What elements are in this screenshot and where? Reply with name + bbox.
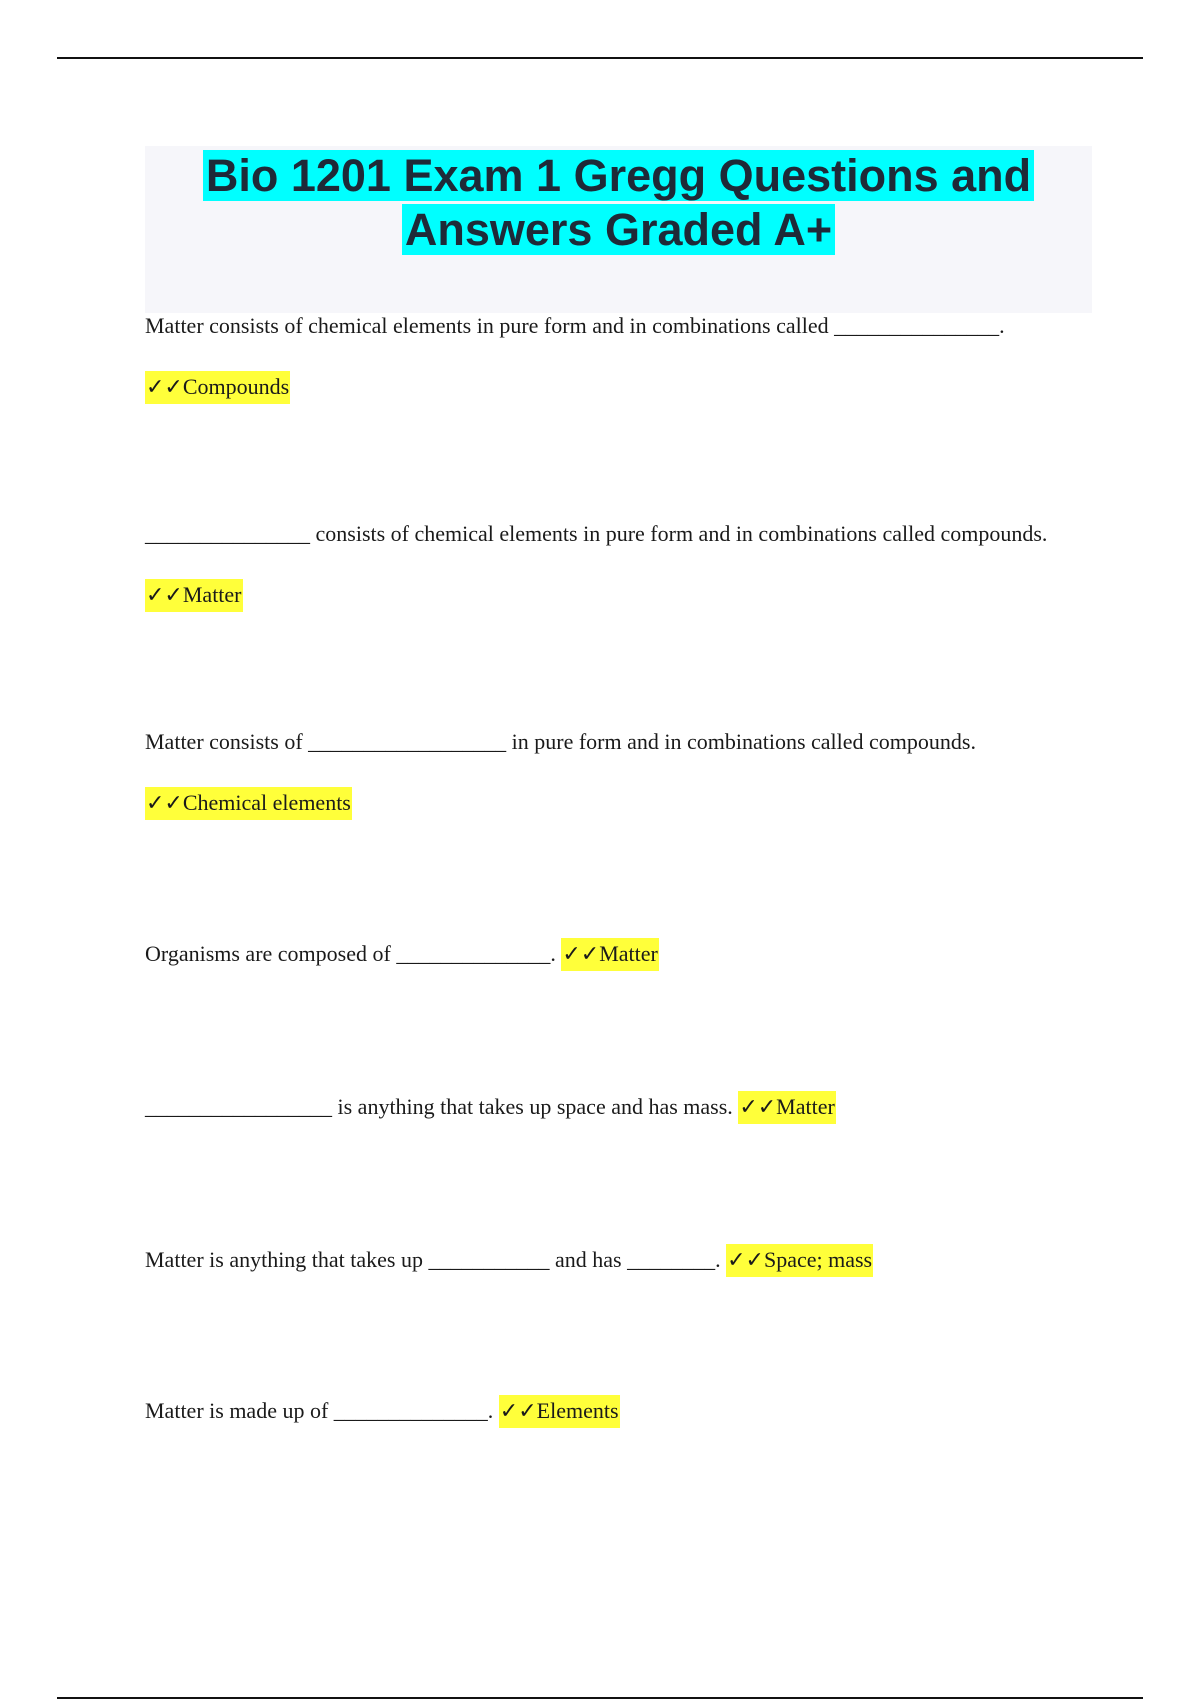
question-text: Organisms are composed of ______________. xyxy=(145,941,556,966)
answer-highlight: ✓✓Compounds xyxy=(145,371,290,404)
title-line-1: Bio 1201 Exam 1 Gregg Questions and xyxy=(203,150,1034,201)
question-text: Matter is anything that takes up ___________ and has ________. xyxy=(145,1247,721,1272)
question-text: Matter consists of __________________ in pure form and in combinations called compounds. xyxy=(145,729,976,754)
question-7 xyxy=(145,1380,1085,1441)
answer-highlight: ✓✓Matter xyxy=(561,938,659,971)
answer-highlight: ✓✓Matter xyxy=(738,1091,836,1124)
answer-highlight: ✓✓Chemical elements xyxy=(145,787,352,820)
question-1 xyxy=(145,295,1085,417)
answer-highlight: ✓✓Matter xyxy=(145,579,243,612)
question-text: Matter is made up of ______________. xyxy=(145,1398,494,1423)
question-text: _________________ is anything that takes up space and has mass. xyxy=(145,1094,733,1119)
question-4 xyxy=(145,923,1085,984)
answer-highlight: ✓✓Space; mass xyxy=(726,1244,873,1277)
question-5 xyxy=(145,1076,1085,1137)
question-text: Matter consists of chemical elements in pure form and in combinations called _______________. xyxy=(145,313,1005,338)
answer-highlight: ✓✓Elements xyxy=(499,1395,620,1428)
question-6 xyxy=(145,1229,1085,1290)
question-text: _______________ consists of chemical elements in pure form and in combinations called compounds. xyxy=(145,521,1048,546)
title-block xyxy=(145,146,1092,313)
question-2 xyxy=(145,503,1085,625)
title-line-2: Answers Graded A+ xyxy=(402,204,835,255)
question-3 xyxy=(145,711,1085,833)
header-rule xyxy=(57,57,1143,59)
footer-rule xyxy=(57,1697,1143,1699)
document-title xyxy=(145,149,1092,257)
